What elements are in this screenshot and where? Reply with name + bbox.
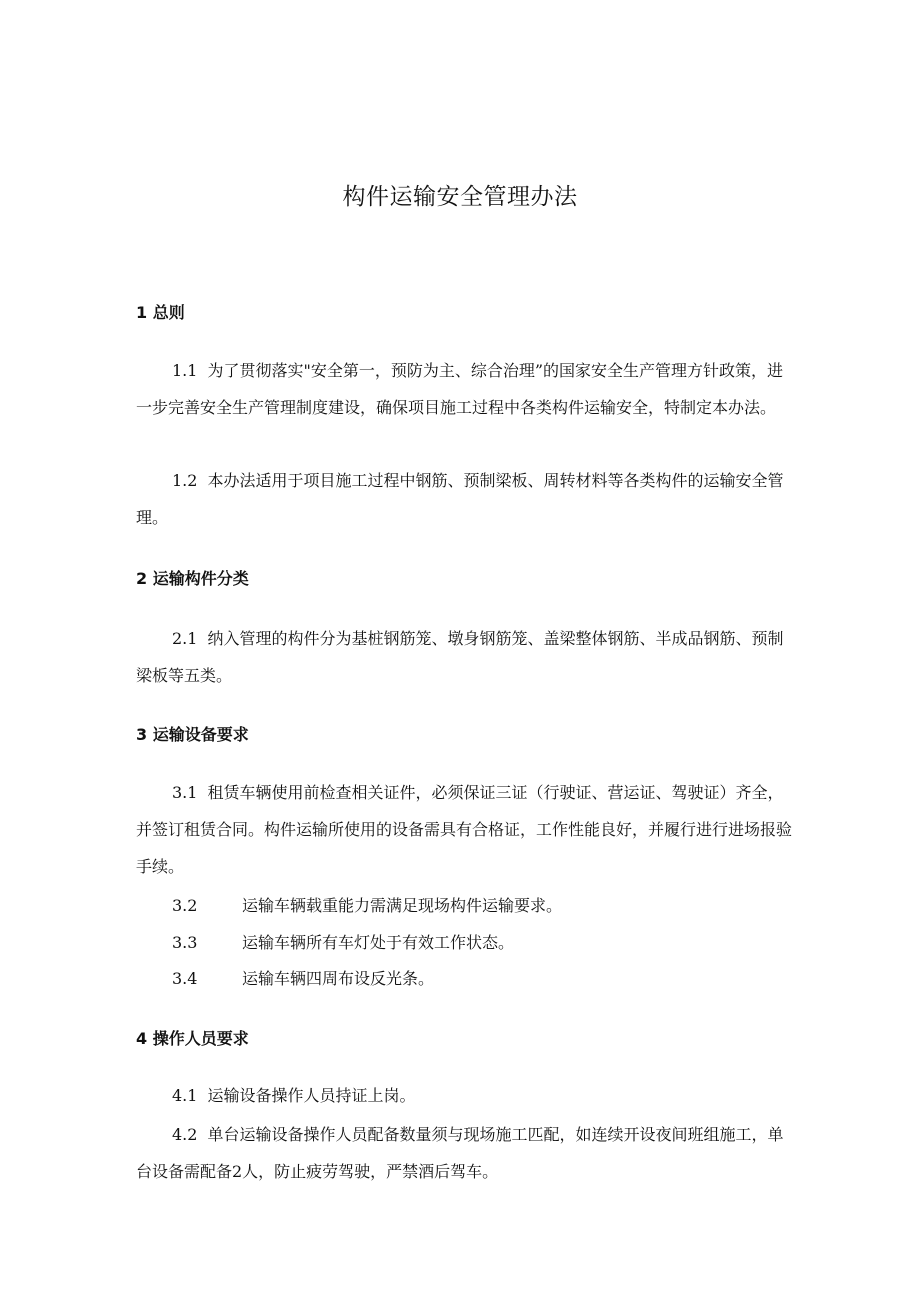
paragraph-1-2: [136, 462, 796, 536]
paragraph-number: 1.2: [172, 471, 198, 490]
paragraph-number: 3.4: [172, 969, 198, 988]
paragraph-text: 运输车辆四周布设反光条。: [242, 969, 435, 988]
paragraph-number: 4.1: [172, 1086, 198, 1105]
paragraph-text: 运输车辆所有车灯处于有效工作状态。: [242, 933, 515, 952]
paragraph-2-1: [136, 620, 796, 694]
paragraph-3-3: [172, 930, 514, 953]
paragraph-text: 运输车辆载重能力需满足现场构件运输要求。: [242, 896, 563, 915]
paragraph-number: 3.3: [172, 933, 198, 952]
paragraph-text: 租赁车辆使用前检查相关证件，必须保证三证（行驶证、营运证、驾驶证）齐全，并签订租赁合同。构件运输所使用的设备需具有合格证，工作性能良好，并履行进行进场报验手续。: [136, 783, 793, 876]
paragraph-number: 3.1: [172, 783, 198, 802]
paragraph-number: 1.1: [172, 361, 198, 380]
section-heading-4: 4 操作人员要求: [136, 1029, 249, 1048]
paragraph-3-2: [172, 893, 562, 916]
section-heading-1: 1 总则: [136, 303, 185, 322]
paragraph-number: 3.2: [172, 896, 198, 915]
paragraph-text: 纳入管理的构件分为基桩钢筋笼、墩身钢筋笼、盖梁整体钢筋、半成品钢筋、预制梁板等五类。: [136, 629, 784, 685]
paragraph-text: 本办法适用于项目施工过程中钢筋、预制梁板、周转材料等各类构件的运输安全管理。: [136, 471, 784, 527]
document-title: 构件运输安全管理办法: [342, 184, 578, 210]
paragraph-text: 运输设备操作人员持证上岗。: [207, 1086, 416, 1105]
paragraph-4-1: [136, 1077, 796, 1114]
paragraph-text: 单台运输设备操作人员配备数量须与现场施工匹配，如连续开设夜间班组施工，单台设备需配备2人，防止疲劳驾驶，严禁酒后驾车。: [136, 1125, 784, 1181]
paragraph-text: 为了贯彻落实"安全第一，预防为主、综合治理”的国家安全生产管理方针政策，进一步完善安全生产管理制度建设，确保项目施工过程中各类构件运输安全，特制定本办法。: [136, 361, 783, 417]
paragraph-number: 4.2: [172, 1125, 198, 1144]
paragraph-3-1: [136, 774, 796, 885]
paragraph-4-2: [136, 1116, 796, 1190]
paragraph-3-4: [172, 966, 434, 989]
paragraph-number: 2.1: [172, 629, 198, 648]
section-heading-2: 2 运输构件分类: [136, 569, 249, 588]
section-heading-3: 3 运输设备要求: [136, 725, 249, 744]
paragraph-1-1: [136, 352, 796, 426]
